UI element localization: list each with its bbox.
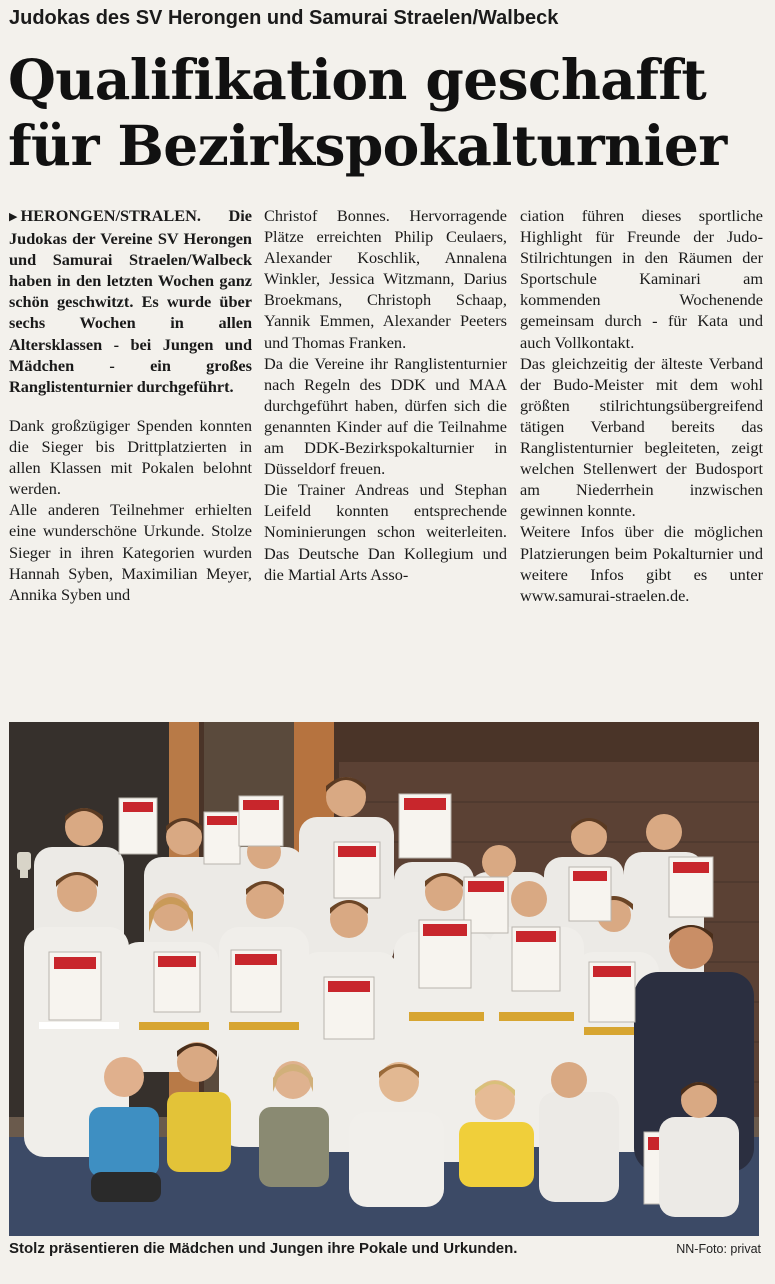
arrow-marker-icon: ▶ — [9, 211, 18, 223]
paragraph-5: Das gleichzeitig der älteste Verband der Budo-Meister mit dem wohl größten stilrichtungsübergreifend tätigen Verband bereits das Ranglistenturnier begleiteten, zeigt welchen Stellenwert der Budosport am Niederrhein inzwischen gewinnen konnte. — [520, 353, 763, 521]
headline-line-2: für Bezirkspokalturnier — [8, 113, 727, 178]
paragraph-6: Weitere Infos über die möglichen Platzierungen beim Pokalturnier und weitere Infos gibt es unter www.samurai-straelen.de. — [520, 522, 763, 605]
paragraph-4-part-a: Die Trainer Andreas und Stephan Leifeld konnten entsprechende Nominierungen schon weiterleiten. Das Deutsche Dan Kollegium und die Martial Arts Asso- — [264, 480, 507, 584]
lead-paragraph: ▶ HERONGEN/STRALEN. Die Judokas der Vereine SV Herongen und Samurai Straelen/Walbeck haben in den letzten Wochen ganz schön geschwitzt. Es wurde über sechs Wochen in allen Altersklassen - bei Jungen und Mädchen - ein großes Ranglistenturnier durchgeführt. — [9, 206, 252, 396]
group-photo — [9, 722, 759, 1236]
headline-line-1: Qualifikation geschafft — [8, 47, 707, 112]
article-kicker: Judokas des SV Herongen und Samurai Straelen/Walbeck — [9, 7, 559, 29]
paragraph-2-part-b: Christof Bonnes. Hervorragende Plätze erreichten Philip Ceulaers, Alexander Koschlik, Annalena Winkler, Jessica Witzmann, Darius Broekmans, Christoph Schaap, Yannik Emmen, Alexander Peeters und Thomas Franken. — [264, 206, 507, 352]
article-column-1 — [9, 205, 252, 397]
article-headline — [8, 47, 768, 179]
article-column-3 — [520, 205, 763, 606]
judo-group-photo-illustration — [9, 722, 759, 1236]
photo-caption: Stolz präsentieren die Mädchen und Jungen ihre Pokale und Urkunden. — [9, 1240, 518, 1257]
article-column-1-body — [9, 415, 252, 605]
paragraph-1: Dank großzügiger Spenden konnten die Sieger bis Drittplatzierten in allen Klassen mit Pokalen belohnt werden. — [9, 416, 252, 499]
article-column-2 — [264, 205, 507, 585]
photo-credit: NN-Foto: privat — [676, 1242, 761, 1256]
paragraph-4-part-b: ciation führen dieses sportliche Highlight für Freunde der Judo-Stilrichtungen in den Räumen der Sportschule Kaminari am kommenden Wochenende gemeinsam durch - für Kata und auch Vollkontakt. — [520, 206, 763, 352]
paragraph-3: Da die Vereine ihr Ranglistenturnier nach Regeln des DDK und MAA durchgeführt haben, dürfen sich die genannten Kinder auf die Teilnahme am DDK-Bezirkspokalturnier in Düsseldorf freuen. — [264, 353, 507, 479]
paragraph-2-part-a: Alle anderen Teilnehmer erhielten eine wunderschöne Urkunde. Stolze Sieger in ihren Kategorien wurden Hannah Syben, Maximilian Meyer, Annika Syben und — [9, 500, 252, 604]
